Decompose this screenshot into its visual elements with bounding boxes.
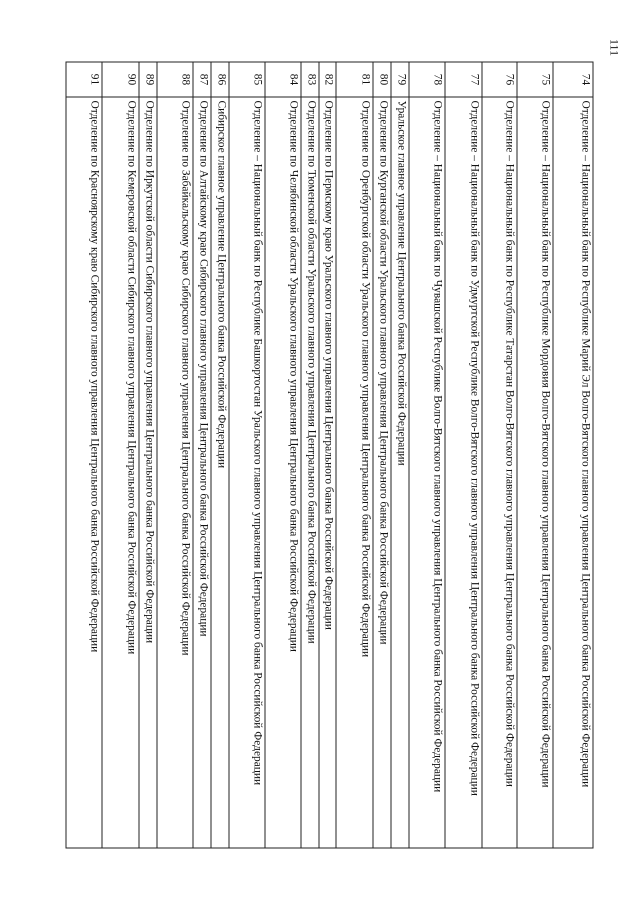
row-text: Отделение – Национальный банк по Республике Мордовия Волго-Вятского главного управления Центрального банка Российской Федерации bbox=[517, 97, 553, 848]
row-number: 87 bbox=[193, 62, 211, 97]
table-row bbox=[318, 62, 336, 848]
table-row bbox=[101, 62, 138, 848]
row-number: 90 bbox=[101, 62, 138, 97]
table-row bbox=[229, 62, 265, 848]
row-text: Отделение – Национальный банк по Республике Татарстан Волго-Вятского главного управления Центрального банка Российской Федерации bbox=[481, 97, 517, 848]
row-number: 76 bbox=[481, 62, 517, 97]
row-text: Отделение по Челябинской области Уральского главного управления Центрального банка Российской Федерации bbox=[264, 97, 300, 848]
table-row bbox=[553, 62, 593, 848]
row-number: 85 bbox=[229, 62, 265, 97]
row-number: 78 bbox=[408, 62, 444, 97]
table-row bbox=[373, 62, 391, 848]
row-number: 77 bbox=[444, 62, 481, 97]
row-text: Отделение по Забайкальскому краю Сибирского главного управления Центрального банка Российской Федерации bbox=[156, 97, 193, 848]
row-text: Отделение – Национальный банк по Республике Марий Эл Волго-Вятского главного управления Центрального банка Российской Федерации bbox=[553, 97, 593, 848]
document-table-container bbox=[65, 62, 593, 849]
table-row bbox=[517, 62, 553, 848]
table-row bbox=[156, 62, 193, 848]
row-number: 83 bbox=[300, 62, 318, 97]
row-text: Отделение по Алтайскому краю Сибирского главного управления Центрального банка Российской Федерации bbox=[193, 97, 211, 848]
row-number: 84 bbox=[264, 62, 300, 97]
row-text: Отделение по Пермскому краю Уральского главного управления Центрального банка Российской Федерации bbox=[318, 97, 336, 848]
row-text: Отделение по Кемеровской области Сибирского главного управления Центрального банка Российской Федерации bbox=[101, 97, 138, 848]
row-number: 88 bbox=[156, 62, 193, 97]
row-number: 91 bbox=[66, 62, 102, 97]
row-text: Отделение – Национальный банк по Республике Башкортостан Уральского главного управления Центрального банка Российской Федерации bbox=[229, 97, 265, 848]
row-number: 89 bbox=[138, 62, 156, 97]
table-row bbox=[300, 62, 318, 848]
row-number: 75 bbox=[517, 62, 553, 97]
row-number: 74 bbox=[553, 62, 593, 97]
table-row bbox=[408, 62, 444, 848]
table-row bbox=[138, 62, 156, 848]
row-text: Отделение – Национальный банк по Удмуртской Республике Волго-Вятского главного управления Центрального банка Российской Федерации bbox=[444, 97, 481, 848]
row-number: 79 bbox=[391, 62, 409, 97]
page-number: 111 bbox=[607, 39, 622, 57]
table-row bbox=[193, 62, 211, 848]
table-row bbox=[211, 62, 229, 848]
row-text: Уральское главное управление Центрального банка Российской Федерации bbox=[391, 97, 409, 848]
row-text: Сибирское главное управление Центрального банка Российской Федерации bbox=[211, 97, 229, 848]
row-number: 80 bbox=[373, 62, 391, 97]
table-row bbox=[391, 62, 409, 848]
row-number: 82 bbox=[318, 62, 336, 97]
row-text: Отделение по Иркутской области Сибирского главного управления Центрального банка Российской Федерации bbox=[138, 97, 156, 848]
table-row bbox=[66, 62, 102, 848]
row-text: Отделение по Красноярскому краю Сибирского главного управления Центрального банка Российской Федерации bbox=[66, 97, 102, 848]
row-text: Отделение – Национальный банк по Чувашской Республике Волго-Вятского главного управления Центрального банка Российской Федерации bbox=[408, 97, 444, 848]
row-text: Отделение по Курганской области Уральского главного управления Центрального банка Российской Федерации bbox=[373, 97, 391, 848]
row-number: 86 bbox=[211, 62, 229, 97]
branches-table-body bbox=[66, 62, 593, 848]
table-row bbox=[481, 62, 517, 848]
row-text: Отделение по Оренбургской области Уральского главного управления Центрального банка Российской Федерации bbox=[336, 97, 373, 848]
table-row bbox=[444, 62, 481, 848]
branches-table bbox=[65, 62, 593, 849]
table-row bbox=[264, 62, 300, 848]
table-row bbox=[336, 62, 373, 848]
row-number: 81 bbox=[336, 62, 373, 97]
row-text: Отделение по Тюменской области Уральского главного управления Центрального банка Российской Федерации bbox=[300, 97, 318, 848]
